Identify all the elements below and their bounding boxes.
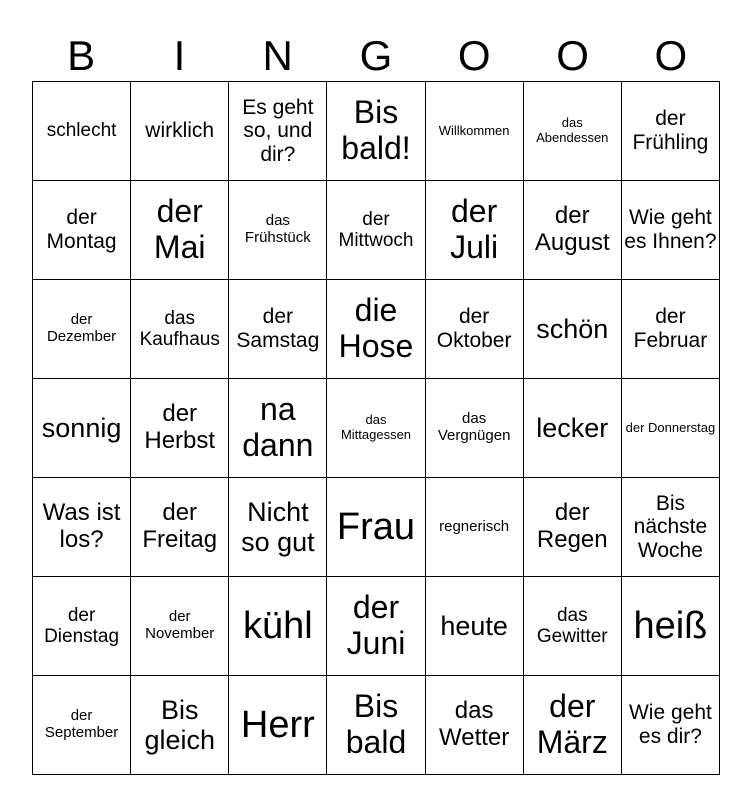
bingo-cell: der August <box>523 181 621 280</box>
bingo-cell: der Juli <box>425 181 523 280</box>
bingo-cell: na dann <box>229 379 327 478</box>
bingo-cell: Es geht so, und dir? <box>229 82 327 181</box>
header-letter-n: N <box>262 32 293 79</box>
bingo-cell: der Dezember <box>33 280 131 379</box>
bingo-cell: Was ist los? <box>33 478 131 577</box>
bingo-cell: Bis nächste Woche <box>621 478 719 577</box>
bingo-cell: der Dienstag <box>33 577 131 676</box>
bingo-cell: das Vergnügen <box>425 379 523 478</box>
bingo-cell: Wie geht es Ihnen? <box>621 181 719 280</box>
bingo-cell: Nicht so gut <box>229 478 327 577</box>
bingo-cell: der Mai <box>131 181 229 280</box>
bingo-cell: der Oktober <box>425 280 523 379</box>
bingo-cell: wirklich <box>131 82 229 181</box>
bingo-cell: der Donnerstag <box>621 379 719 478</box>
bingo-cell: das Mittagessen <box>327 379 425 478</box>
board-row <box>33 379 720 478</box>
bingo-cell: der September <box>33 676 131 775</box>
header-letter-o-2: O <box>556 32 589 79</box>
bingo-cell: der Regen <box>523 478 621 577</box>
bingo-cell: der Samstag <box>229 280 327 379</box>
bingo-cell: lecker <box>523 379 621 478</box>
bingo-cell: der Herbst <box>131 379 229 478</box>
header-letter-o-1: O <box>457 32 491 79</box>
bingo-cell: Bis bald <box>327 676 425 775</box>
bingo-cell: der Frühling <box>621 82 719 181</box>
bingo-cell: sonnig <box>33 379 131 478</box>
bingo-cell: Willkommen <box>425 82 523 181</box>
board-row <box>33 181 720 280</box>
bingo-cell: Frau <box>327 478 425 577</box>
bingo-cell: kühl <box>229 577 327 676</box>
bingo-cell: der Februar <box>621 280 719 379</box>
bingo-cell: Bis gleich <box>131 676 229 775</box>
header-letter-i: I <box>173 32 186 79</box>
bingo-cell: der November <box>131 577 229 676</box>
bingo-cell: der Freitag <box>131 478 229 577</box>
bingo-cell: der Juni <box>327 577 425 676</box>
bingo-cell: der Mittwoch <box>327 181 425 280</box>
board-row <box>33 577 720 676</box>
bingo-board <box>32 81 720 775</box>
bingo-cell: regnerisch <box>425 478 523 577</box>
bingo-cell: heute <box>425 577 523 676</box>
bingo-cell: schlecht <box>33 82 131 181</box>
bingo-cell: Wie geht es dir? <box>621 676 719 775</box>
bingo-cell: heiß <box>621 577 719 676</box>
board-row <box>33 82 720 181</box>
header-letter-g: G <box>359 32 393 79</box>
bingo-cell: das Wetter <box>425 676 523 775</box>
board-row <box>33 478 720 577</box>
header-letter-o-3: O <box>654 32 688 79</box>
bingo-cell: der März <box>523 676 621 775</box>
bingo-cell: Herr <box>229 676 327 775</box>
bingo-cell: das Gewitter <box>523 577 621 676</box>
board-row <box>33 280 720 379</box>
bingo-cell: das Abendessen <box>523 82 621 181</box>
bingo-header <box>32 30 720 82</box>
header-letter-b: B <box>67 32 96 79</box>
bingo-cell: das Frühstück <box>229 181 327 280</box>
bingo-cell: die Hose <box>327 280 425 379</box>
bingo-cell: schön <box>523 280 621 379</box>
bingo-cell: der Montag <box>33 181 131 280</box>
board-row <box>33 676 720 775</box>
bingo-cell: Bis bald! <box>327 82 425 181</box>
bingo-cell: das Kaufhaus <box>131 280 229 379</box>
